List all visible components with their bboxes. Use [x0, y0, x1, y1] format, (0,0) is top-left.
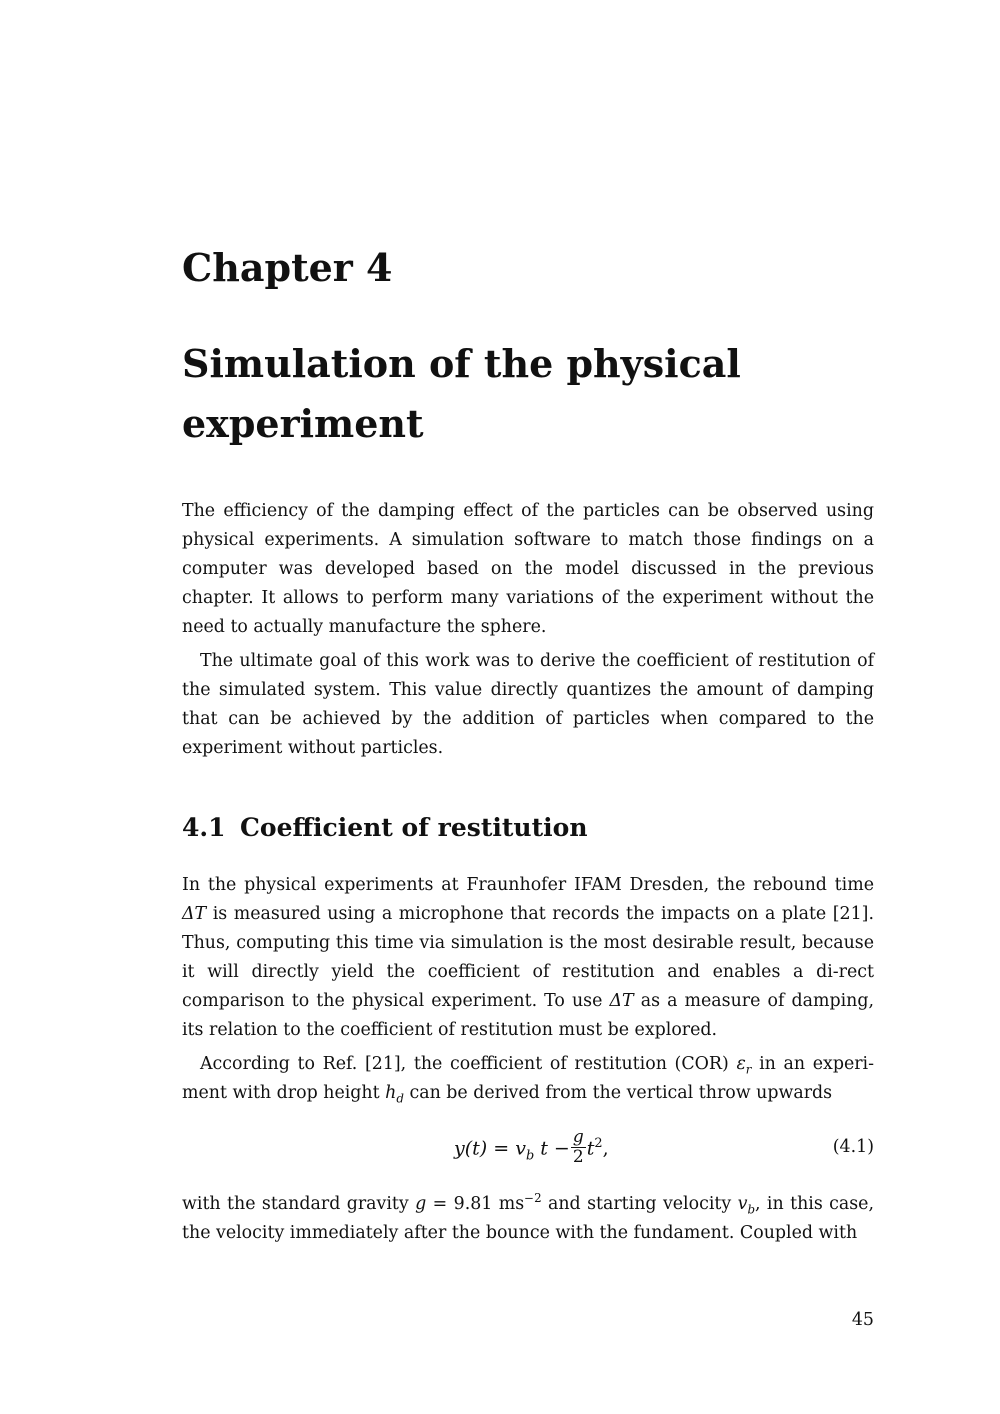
page-number: 45 — [851, 1310, 874, 1330]
math-symbol: h — [385, 1083, 397, 1103]
text-run: In the physical experiments at Fraunhofer IFAM Dresden, the rebound time — [182, 875, 874, 895]
continuation-text — [182, 1190, 874, 1248]
equation-subscript: b — [525, 1148, 535, 1164]
text-run: According to Ref. [21], the coefficient of restitution (COR) — [200, 1054, 729, 1074]
section-number: 4.1 — [182, 813, 226, 842]
continuation-paragraph: with the standard gravity g = 9.81 $ms^{-2}$ and starting velocity $v_b$, in this case, the velocity immediately after the bounce with the fundament. Coupled with — [182, 1191, 874, 1243]
chapter-title: Simulation of the physical experiment — [182, 341, 741, 446]
intro-text — [182, 497, 874, 763]
equation-number: (4.1) — [832, 1137, 874, 1157]
text-run: , in this case, the velocity immediately after the bounce with the fundament. Coupled with — [182, 1194, 874, 1243]
text-run: in an experi-ment with drop height — [182, 1054, 875, 1103]
document-page — [182, 0, 874, 1414]
text-run: is measured using a microphone that records the impacts on a plate [21]. Thus, computing this time via simulation is the most desirable result, because it will directly yield the coefficient of restitution and enables a di-rect comparison to the physical experiment. To use — [182, 904, 874, 1011]
section-paragraph-1 — [182, 871, 874, 1045]
text-run: can be derived from the vertical throw upwards — [409, 1083, 833, 1103]
math-symbol: ε — [736, 1054, 746, 1074]
equation-mid: t − — [540, 1137, 570, 1160]
math-subscript: r — [745, 1062, 752, 1077]
math-v-b: $v_b$ — [737, 1194, 756, 1217]
equation-exponent: 2 — [594, 1136, 603, 1152]
math-h-d — [385, 1083, 404, 1106]
equation-t: t — [586, 1137, 595, 1160]
equation-lhs: y(t) = v — [454, 1137, 526, 1160]
section-heading — [182, 810, 588, 846]
equation-fraction — [571, 1128, 586, 1167]
equation-comma: , — [602, 1137, 609, 1160]
intro-paragraph-2: The ultimate goal of this work was to derive the coefficient of restitution of the simulated system. This value directly quantizes the amount of damping that can be achieved by the addition of particles when compared to the experiment without particles. — [182, 651, 874, 758]
intro-paragraph-1: The efficiency of the damping effect of the particles can be observed using physical experiments. A simulation software to match those findings on a computer was developed based on the model discussed in the previous chapter. It allows to perform many variations of the experiment without the need to actually manufacture the sphere. — [182, 501, 874, 637]
section-paragraph-2 — [182, 1050, 874, 1108]
text-run: and starting velocity — [547, 1194, 732, 1214]
text-run: as a measure of damping, its relation to the coefficient of restitution must be explored. — [182, 991, 875, 1040]
math-delta-t: ΔT — [182, 904, 207, 924]
math-g: g — [415, 1194, 427, 1214]
section-text — [182, 871, 874, 1108]
fraction-denominator: 2 — [572, 1147, 584, 1167]
math-epsilon-r — [736, 1054, 752, 1077]
equation-4-1 — [182, 1122, 874, 1178]
math-g-value: 9.81 ms — [453, 1194, 525, 1214]
text-run: with the standard gravity — [182, 1194, 409, 1214]
equation-body — [454, 1127, 609, 1169]
math-subscript: d — [396, 1091, 404, 1106]
math-g-exponent: −2 — [524, 1191, 542, 1206]
math-delta-t: ΔT — [609, 991, 634, 1011]
fraction-numerator: g — [572, 1127, 584, 1147]
chapter-label: Chapter 4 — [182, 245, 393, 290]
math-subscript: b — [747, 1202, 756, 1217]
section-title: Coefficient of restitution — [240, 813, 588, 842]
